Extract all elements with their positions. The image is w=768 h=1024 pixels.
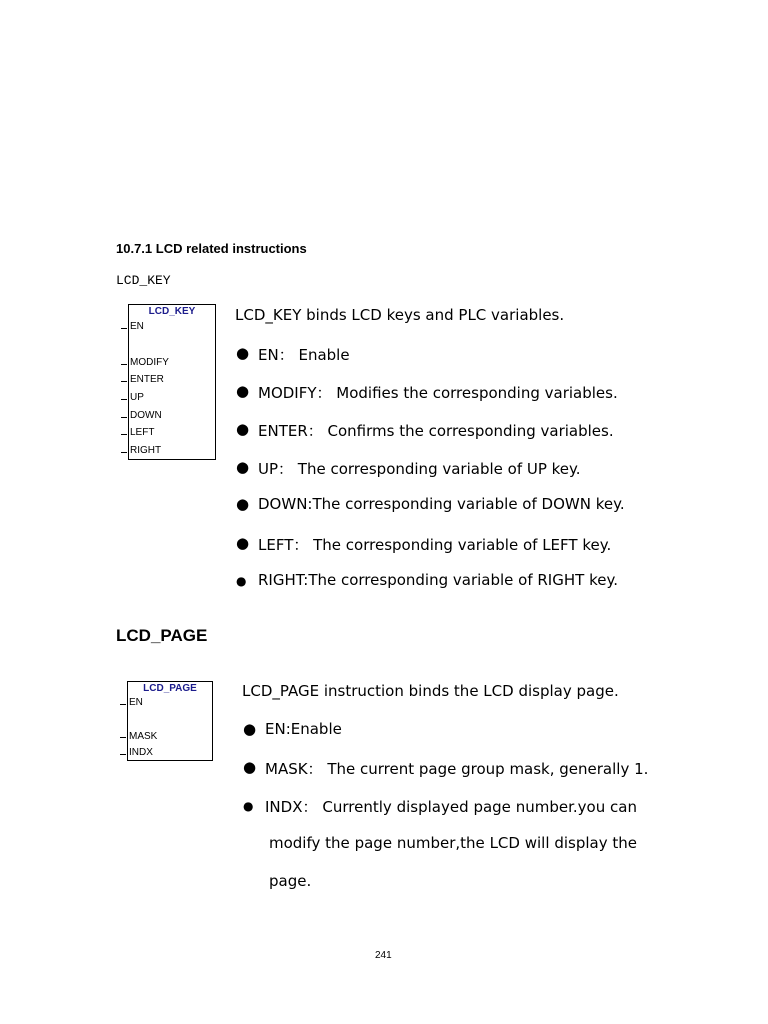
pin-line xyxy=(120,754,126,755)
lcd-page-bullet-indx: INDX： Currently displayed page number.you can xyxy=(265,798,637,816)
pin-en: EN xyxy=(129,697,143,708)
bullet-dot: ● xyxy=(236,420,250,438)
bullet-dot: ● xyxy=(236,458,250,476)
page-number: 241 xyxy=(375,950,392,961)
bullet-dot: ● xyxy=(236,534,250,552)
bullet-dot: ● xyxy=(236,495,250,513)
lcd-page-indx-continuation-2: page. xyxy=(269,872,312,890)
lcd-key-intro: LCD_KEY binds LCD keys and PLC variables. xyxy=(235,306,565,324)
pin-line xyxy=(121,381,127,382)
bullet-dot: ● xyxy=(243,799,254,813)
pin-line xyxy=(120,704,126,705)
pin-mask: MASK xyxy=(129,731,158,742)
pin-line xyxy=(121,434,127,435)
pin-right: RIGHT xyxy=(130,445,162,456)
lcd-key-block-title: LCD_KEY xyxy=(148,306,196,317)
lcd-key-bullet-down: DOWN:The corresponding variable of DOWN key. xyxy=(258,495,625,513)
lcd-key-bullet-right: RIGHT:The corresponding variable of RIGHT key. xyxy=(258,571,618,589)
bullet-dot: ● xyxy=(243,720,257,738)
pin-line xyxy=(121,417,127,418)
lcd-page-block-title: LCD_PAGE xyxy=(143,683,197,694)
pin-indx: INDX xyxy=(129,747,153,758)
bullet-dot: ● xyxy=(236,574,247,588)
section-heading: 10.7.1 LCD related instructions xyxy=(116,241,307,256)
pin-line xyxy=(121,452,127,453)
bullet-dot: ● xyxy=(243,758,257,776)
pin-line xyxy=(121,328,127,329)
lcd-page-bullet-en: EN:Enable xyxy=(265,720,342,738)
lcd-page-intro: LCD_PAGE instruction binds the LCD display page. xyxy=(242,682,619,700)
pin-line xyxy=(120,737,126,738)
lcd-key-bullet-en: EN： Enable xyxy=(258,346,350,364)
pin-enter: ENTER xyxy=(130,374,164,385)
lcd-key-bullet-enter: ENTER： Confirms the corresponding variables. xyxy=(258,422,614,440)
pin-up: UP xyxy=(130,392,144,403)
bullet-dot: ● xyxy=(236,382,250,400)
lcd-page-bullet-mask: MASK： The current page group mask, generally 1. xyxy=(265,760,649,778)
lcd-page-heading: LCD_PAGE xyxy=(116,626,208,645)
pin-modify: MODIFY xyxy=(130,357,169,368)
pin-line xyxy=(121,399,127,400)
pin-down: DOWN xyxy=(130,410,162,421)
pin-en: EN xyxy=(130,321,144,332)
pin-left: LEFT xyxy=(130,427,155,438)
pin-line xyxy=(121,364,127,365)
lcd-key-bullet-modify: MODIFY： Modifies the corresponding variables. xyxy=(258,384,618,402)
bullet-dot: ● xyxy=(236,344,250,362)
lcd-page-indx-continuation-1: modify the page number,the LCD will display the xyxy=(269,834,637,852)
lcd-key-bullet-up: UP： The corresponding variable of UP key. xyxy=(258,460,581,478)
lcd-key-subtitle: LCD_KEY xyxy=(116,273,171,288)
lcd-key-bullet-left: LEFT： The corresponding variable of LEFT key. xyxy=(258,536,612,554)
